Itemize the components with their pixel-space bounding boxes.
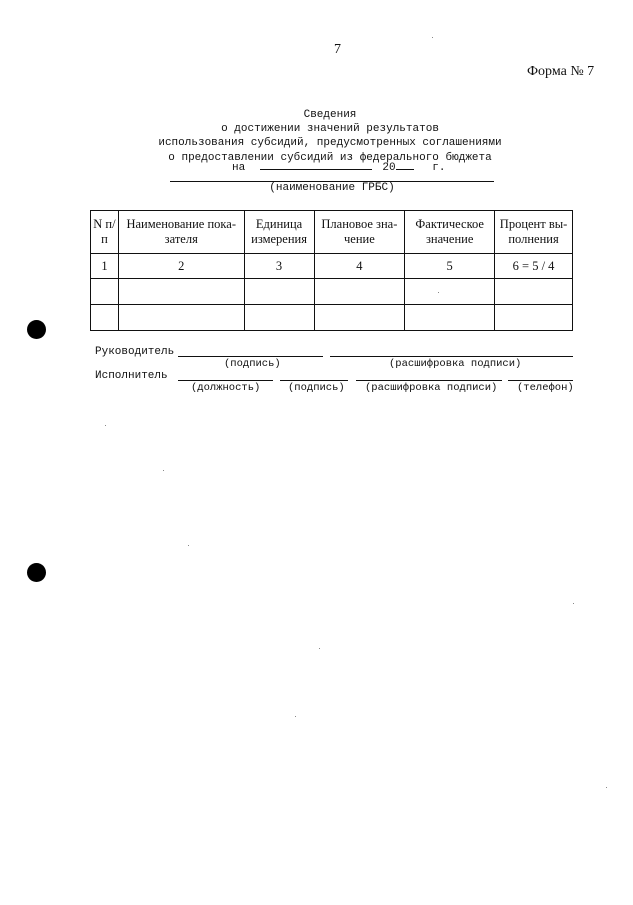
scan-speck: [438, 292, 439, 293]
heading-line: Сведения: [303, 109, 357, 121]
date-prefix: на: [232, 162, 246, 174]
table-cell: [495, 279, 573, 305]
head-signature-caption: (подпись): [224, 358, 281, 370]
column-header: N п/п: [91, 211, 119, 254]
scan-speck: [295, 716, 296, 717]
date-year: 20: [382, 162, 396, 174]
executor-signature-caption: (подпись): [288, 382, 345, 394]
table-cell: [244, 279, 314, 305]
page-number: 7: [334, 42, 341, 57]
table-cell: [91, 279, 119, 305]
binder-hole-top: [27, 320, 46, 339]
results-table: [90, 210, 573, 331]
head-signature-line: [178, 356, 323, 357]
executor-name-caption: (расшифровка подписи): [365, 382, 498, 394]
executor-signature-line: [280, 380, 348, 381]
column-number: 6 = 5 / 4: [495, 254, 573, 279]
executor-position-caption: (должность): [191, 382, 261, 394]
column-numbering-row: [91, 254, 573, 279]
executor-signature-label: Исполнитель: [95, 370, 168, 382]
executor-position-line: [178, 380, 273, 381]
table-cell: [118, 305, 244, 331]
table-row: [91, 279, 573, 305]
binder-hole-bottom: [27, 563, 46, 582]
column-number: 1: [91, 254, 119, 279]
head-name-line: [330, 356, 573, 357]
table-cell: [118, 279, 244, 305]
scan-speck: [606, 787, 607, 788]
table-cell: [314, 305, 405, 331]
column-number: 5: [405, 254, 495, 279]
column-header: Процент вы-полнения: [495, 211, 573, 254]
report-date-line: [232, 159, 445, 174]
column-header: Единица измерения: [244, 211, 314, 254]
date-year-blank: [396, 159, 414, 170]
column-number: 2: [118, 254, 244, 279]
column-number: 4: [314, 254, 405, 279]
scan-speck: [432, 37, 433, 38]
table-cell: [314, 279, 405, 305]
date-suffix: г.: [432, 162, 446, 174]
scan-speck: [163, 470, 164, 471]
heading-line: использования субсидий, предусмотренных соглашениями: [158, 137, 502, 150]
executor-phone-caption: (телефон): [517, 382, 574, 394]
executor-phone-line: [508, 380, 573, 381]
table-row: [91, 305, 573, 331]
table-header-row: [91, 211, 573, 254]
column-number: 3: [244, 254, 314, 279]
head-name-caption: (расшифровка подписи): [389, 358, 522, 370]
table-cell: [495, 305, 573, 331]
scan-speck: [105, 425, 106, 426]
table-cell: [405, 279, 495, 305]
column-header: Фактическое значение: [405, 211, 495, 254]
scan-speck: [573, 603, 574, 604]
column-header: Плановое зна-чение: [314, 211, 405, 254]
document-heading: [150, 108, 510, 165]
scan-speck: [319, 648, 320, 649]
grbs-caption: (наименование ГРБС): [269, 182, 395, 194]
table-cell: [405, 305, 495, 331]
heading-line: о предоставлении субсидий из федерального бюджета: [168, 151, 492, 164]
form-number: Форма № 7: [527, 64, 595, 79]
table-cell: [91, 305, 119, 331]
heading-line: о достижении значений результатов: [221, 123, 439, 136]
table-cell: [244, 305, 314, 331]
date-day-month-blank: [260, 159, 372, 170]
executor-name-line: [356, 380, 502, 381]
column-header: Наименование пока-зателя: [118, 211, 244, 254]
head-signature-label: Руководитель: [95, 346, 175, 358]
scan-speck: [188, 545, 189, 546]
